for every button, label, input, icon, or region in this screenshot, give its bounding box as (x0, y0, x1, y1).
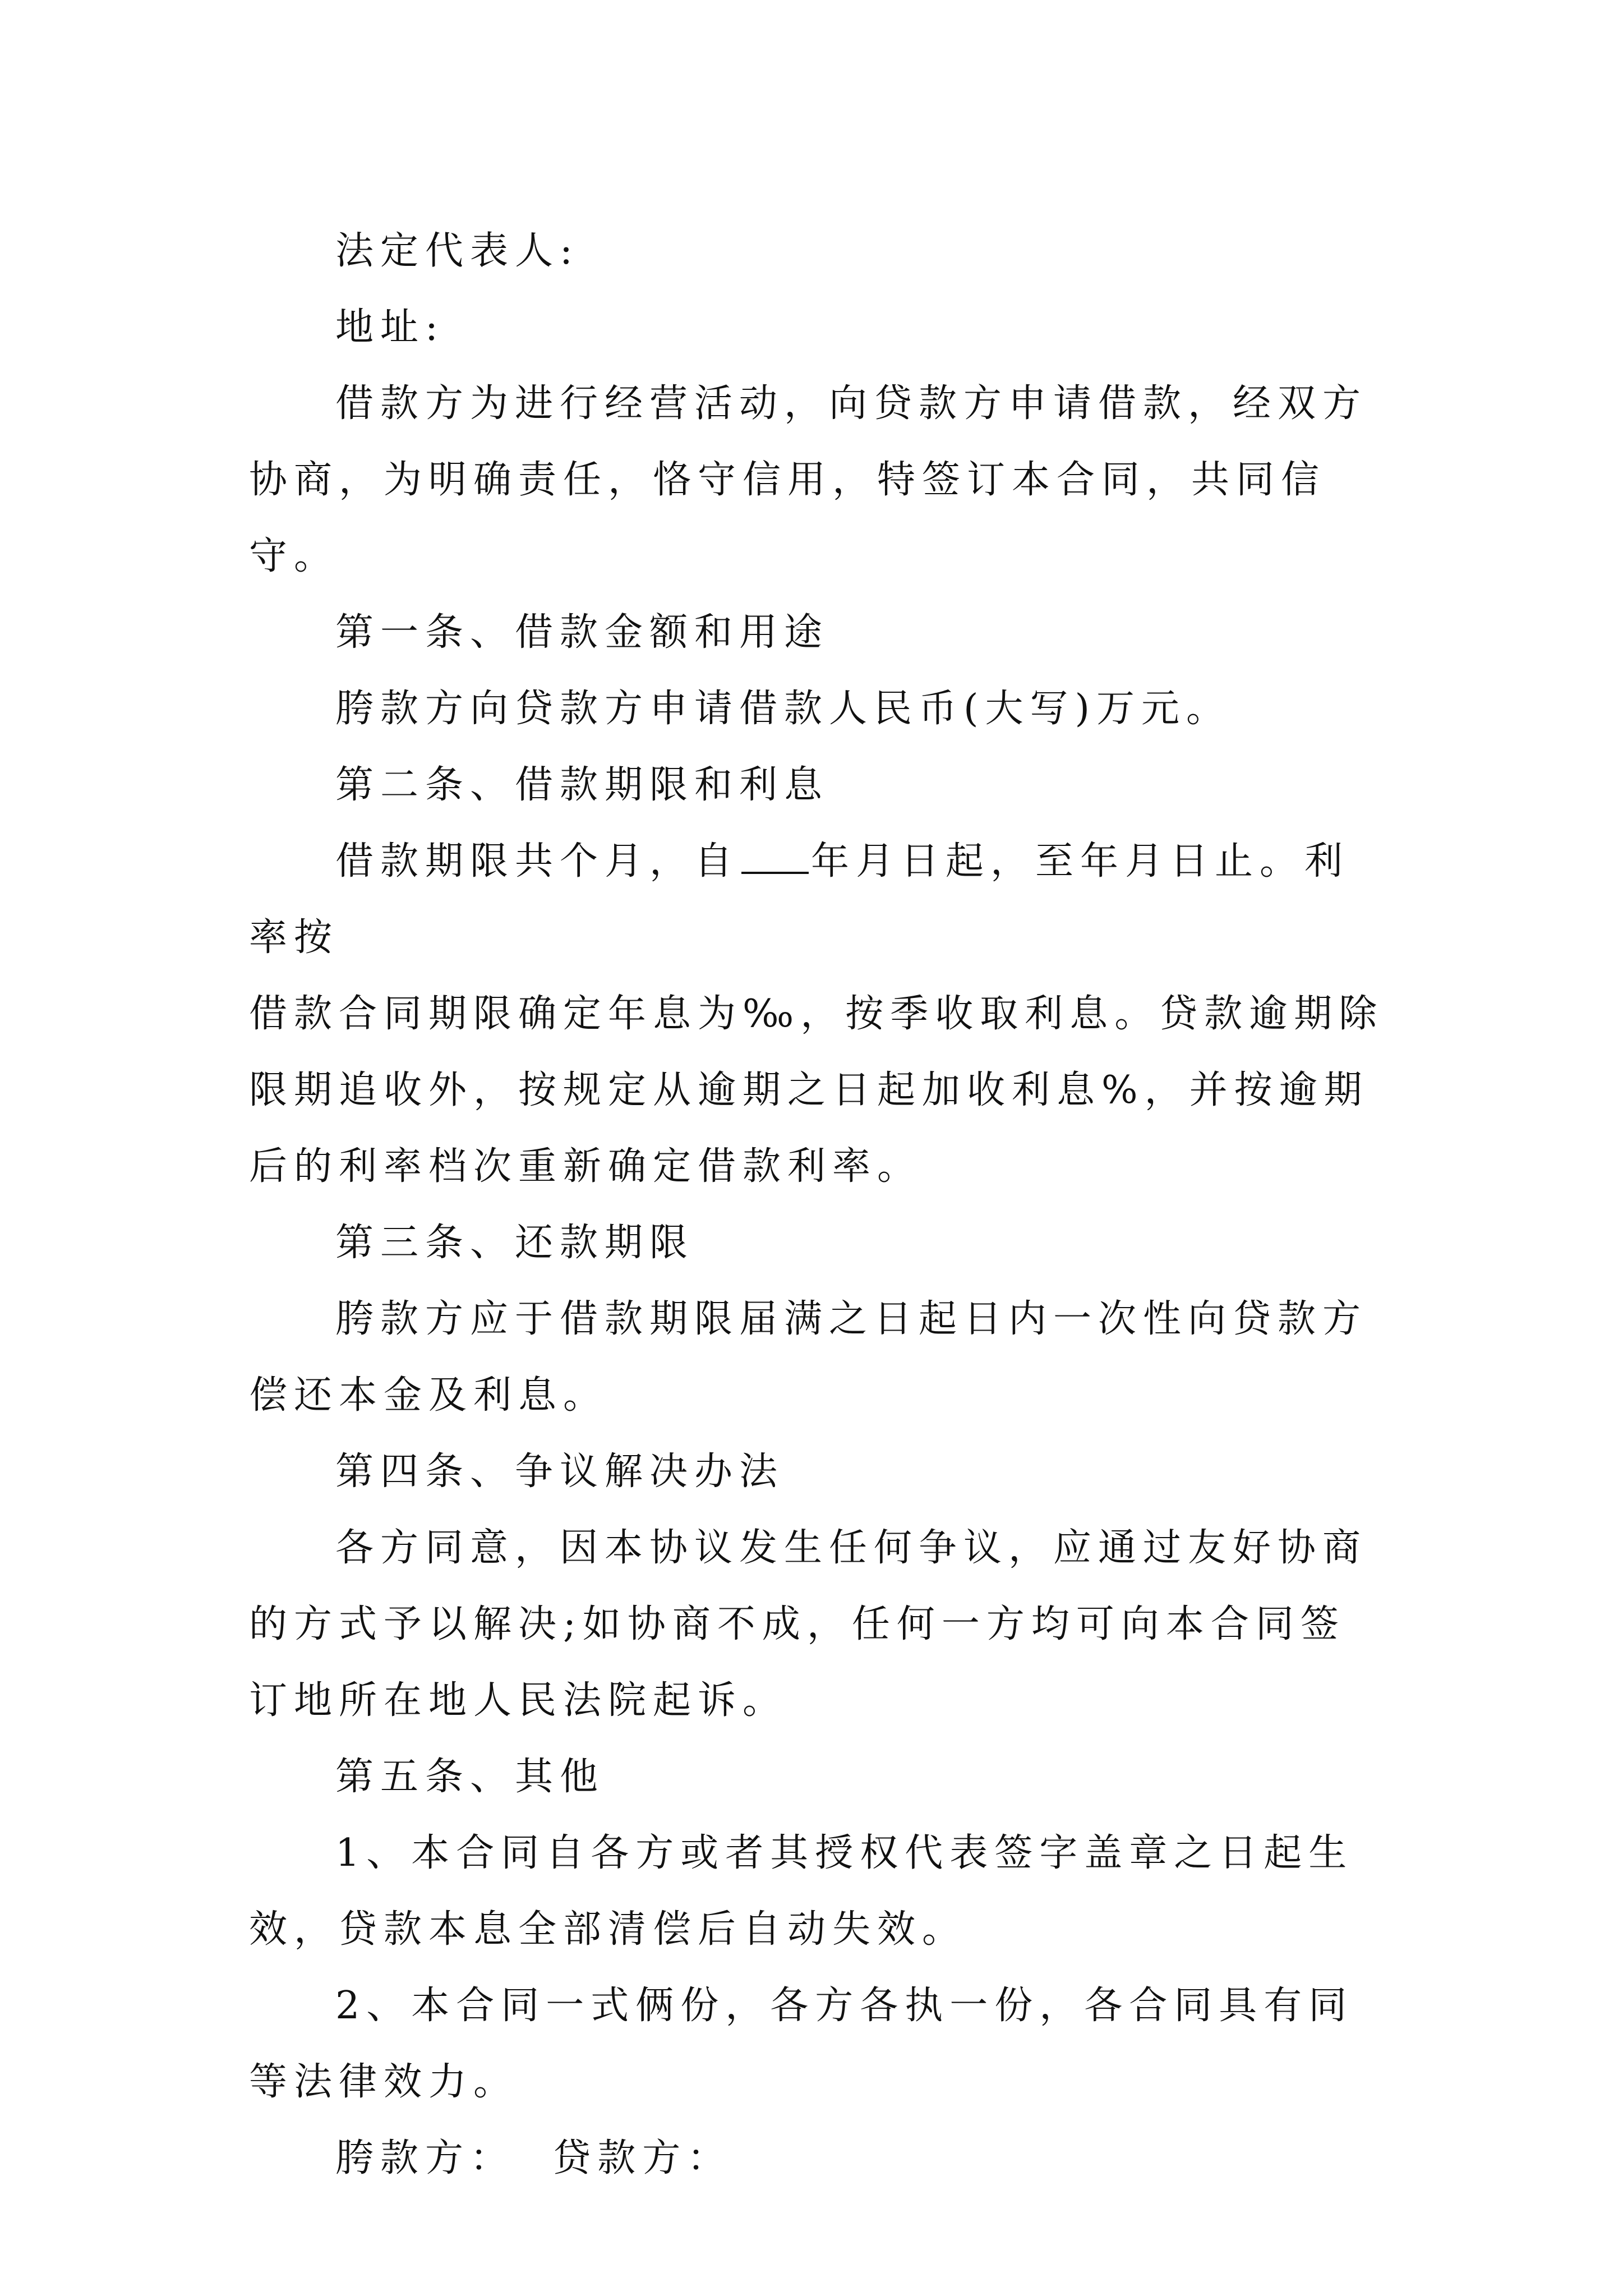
article-5-heading: 第五条、其他 (335, 1755, 605, 1799)
loan-term-suffix: 年月日起，至年月日止。利率按 (249, 839, 1350, 960)
address-line: 地址: (335, 305, 445, 349)
article-5-clause-1: 1、本合同自各方或者其授权代表签字盖章之日起生效，贷款本息全部清偿后自动失效。 (249, 1831, 1354, 1952)
article-1-heading: 第一条、借款金额和用途 (335, 610, 829, 655)
article-5-clause-2: 2、本合同一式俩份，各方各执一份，各合同具有同等法律效力。 (249, 1984, 1354, 2104)
article-3-body: 胯款方应于借款期限届满之日起日内一次性向贷款方偿还本金及利息。 (249, 1297, 1368, 1418)
signature-line: 胯款方： 贷款方： (335, 2136, 732, 2180)
article-1-body: 胯款方向贷款方申请借款人民币(大写)万元。 (335, 687, 1232, 731)
year-blank (741, 838, 809, 874)
article-2-body-line (249, 823, 1387, 976)
loan-term-prefix: 借款期限共个月，自 (335, 839, 740, 884)
article-4-heading: 第四条、争议解决办法 (335, 1450, 785, 1494)
article-2-heading: 第二条、借款期限和利息 (335, 763, 829, 807)
article-3-heading: 第三条、还款期限 (335, 1221, 695, 1265)
article-4-body: 各方同意，因本协议发生任何争议，应通过友好协商的方式予以解决;如协商不成，任何一方均可向本合同签订地所在地人民法院起诉。 (249, 1526, 1368, 1723)
article-2-body: 借款合同期限确定年息为‰，按季收取利息。贷款逾期除限期追收外，按规定从逾期之日起加收利息%，并按逾期后的利率档次重新确定借款利率。 (249, 992, 1384, 1189)
legal-representative-line: 法定代表人: (335, 229, 579, 273)
document-body (249, 213, 1387, 2197)
preamble-paragraph: 借款方为进行经营活动，向贷款方申请借款，经双方协商，为明确责任，恪守信用，特签订本合同，共同信守。 (249, 381, 1368, 578)
